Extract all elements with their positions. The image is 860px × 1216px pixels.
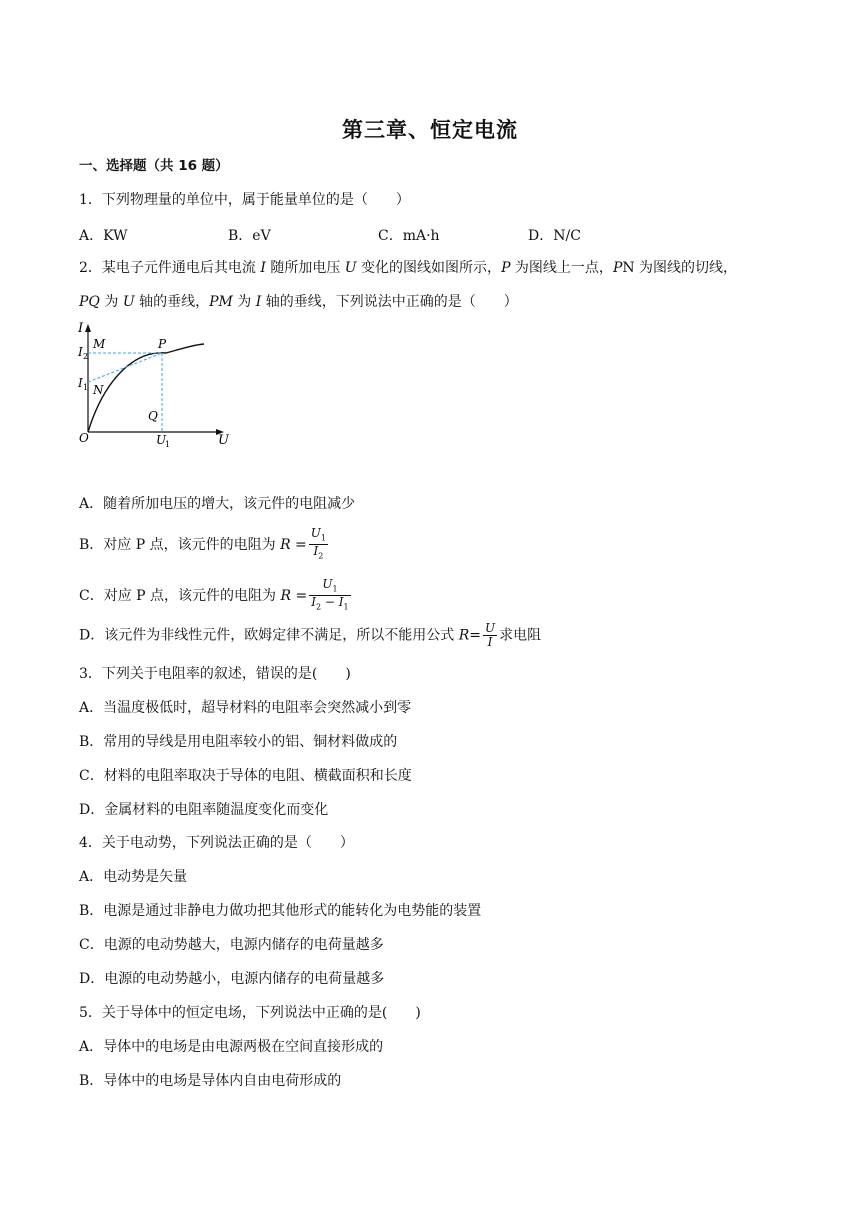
- label-i1: I: [78, 376, 83, 390]
- q2-stem-line1: [79, 258, 737, 278]
- option-d-text-after: 求电阻: [499, 627, 542, 644]
- formula-r-u1-i2: R =: [280, 536, 307, 553]
- var-pm: PM: [209, 294, 233, 310]
- q1-stem: 1．下列物理量的单位中，属于能量单位的是（ ）: [79, 192, 410, 208]
- text-run: 变化的图线如图所示，: [356, 260, 502, 276]
- fraction-u-over-i: $\frac{U}{I}$: [484, 621, 496, 649]
- q5-option-a: A．导体中的电场是由电源两极在空间直接形成的: [79, 1039, 384, 1055]
- text-run: 为图线上一点，: [510, 260, 613, 276]
- label-p: P: [158, 337, 167, 351]
- label-u: U: [218, 433, 229, 448]
- iu-curve: [88, 344, 204, 432]
- q3-option-c: C．材料的电阻率取决于导体的电阻、横截面积和长度: [79, 768, 412, 784]
- q5-option-b: B．导体中的电场是导体内自由电荷形成的: [79, 1073, 342, 1089]
- page-title: 第三章、恒定电流: [342, 118, 518, 142]
- q4-stem: 4．关于电动势，下列说法正确的是（ ）: [79, 835, 354, 851]
- q1-option-b: B．eV: [228, 228, 271, 244]
- label-i: I: [78, 321, 84, 336]
- var-p: P: [612, 260, 623, 276]
- var-u: U: [122, 294, 135, 310]
- q5-stem: 5．关于导体中的恒定电场，下列说法中正确的是( ): [79, 1005, 421, 1021]
- q2-option-d: [79, 622, 541, 649]
- option-c-text: C．对应 P 点，该元件的电阻为: [79, 587, 277, 604]
- var-u: U: [344, 260, 357, 276]
- formula-r-u1-i2-i1: R =: [280, 587, 308, 604]
- q1-option-c: C．mA·h: [378, 228, 440, 244]
- text-run: 轴的垂线，: [134, 294, 210, 310]
- q1-option-d: D．N/C: [528, 228, 581, 244]
- text-run: 轴的垂线，下列说法中正确的是（ ）: [261, 294, 518, 310]
- label-m: M: [93, 337, 106, 351]
- label-i2-sub: 2: [83, 352, 89, 361]
- q4-option-c: C．电源的电动势越大，电源内储存的电荷量越多: [79, 937, 384, 953]
- var-i: I: [260, 260, 266, 276]
- q3-option-d: D．金属材料的电阻率随温度变化而变化: [79, 802, 329, 818]
- fraction-u1-over-i2-minus-i1: $\frac{U_1}{I_2 - I_1}$: [311, 577, 349, 612]
- q3-option-b: B．常用的导线是用电阻率较小的铝、铜材料做成的: [79, 734, 398, 750]
- q2-option-c: [79, 578, 353, 614]
- q4-option-a: A．电动势是矢量: [79, 869, 188, 885]
- q1-option-a: A．KW: [79, 228, 128, 244]
- var-i: I: [255, 294, 262, 310]
- var-pq: PQ: [79, 294, 100, 310]
- label-u1-sub: 1: [165, 440, 171, 449]
- text-run: 2．某电子元件通电后其电流: [79, 260, 261, 276]
- q4-option-d: D．电源的电动势越小，电源内储存的电荷量越多: [79, 971, 385, 987]
- q2-option-a: A．随着所加电压的增大，该元件的电阻减少: [79, 496, 356, 512]
- label-u1: U: [156, 433, 167, 447]
- q2-option-b: [79, 527, 330, 563]
- option-d-text: D．该元件为非线性元件，欧姆定律不满足，所以不能用公式: [79, 627, 455, 644]
- var-p: P: [501, 260, 511, 276]
- text-run: 随所加电压: [265, 260, 345, 276]
- iu-graph: [74, 320, 234, 450]
- label-q: Q: [148, 409, 158, 423]
- label-i2: I: [78, 345, 83, 359]
- text-run: 为: [232, 294, 256, 310]
- label-n: N: [93, 383, 104, 397]
- formula-r-ohm: R=: [458, 627, 481, 644]
- q3-stem: 3．下列关于电阻率的叙述，错误的是( ): [79, 666, 351, 682]
- fraction-u1-over-i2: $\frac{U_1}{I_2}$: [310, 526, 327, 561]
- label-o: O: [79, 431, 89, 445]
- label-i1-sub: 1: [83, 383, 89, 392]
- section-heading: 一、选择题（共 16 题）: [79, 158, 229, 174]
- text-run: N 为图线的切线，: [622, 260, 738, 276]
- option-b-text: B．对应 P 点，该元件的电阻为: [79, 536, 276, 553]
- q4-option-b: B．电源是通过非静电力做功把其他形式的能转化为电势能的装置: [79, 903, 482, 919]
- q3-option-a: A．当温度极低时，超导材料的电阻率会突然减小到零: [79, 700, 412, 716]
- q2-stem-line2: [79, 292, 518, 312]
- i-axis-arrow-icon: [85, 324, 91, 332]
- text-run: 为: [99, 294, 123, 310]
